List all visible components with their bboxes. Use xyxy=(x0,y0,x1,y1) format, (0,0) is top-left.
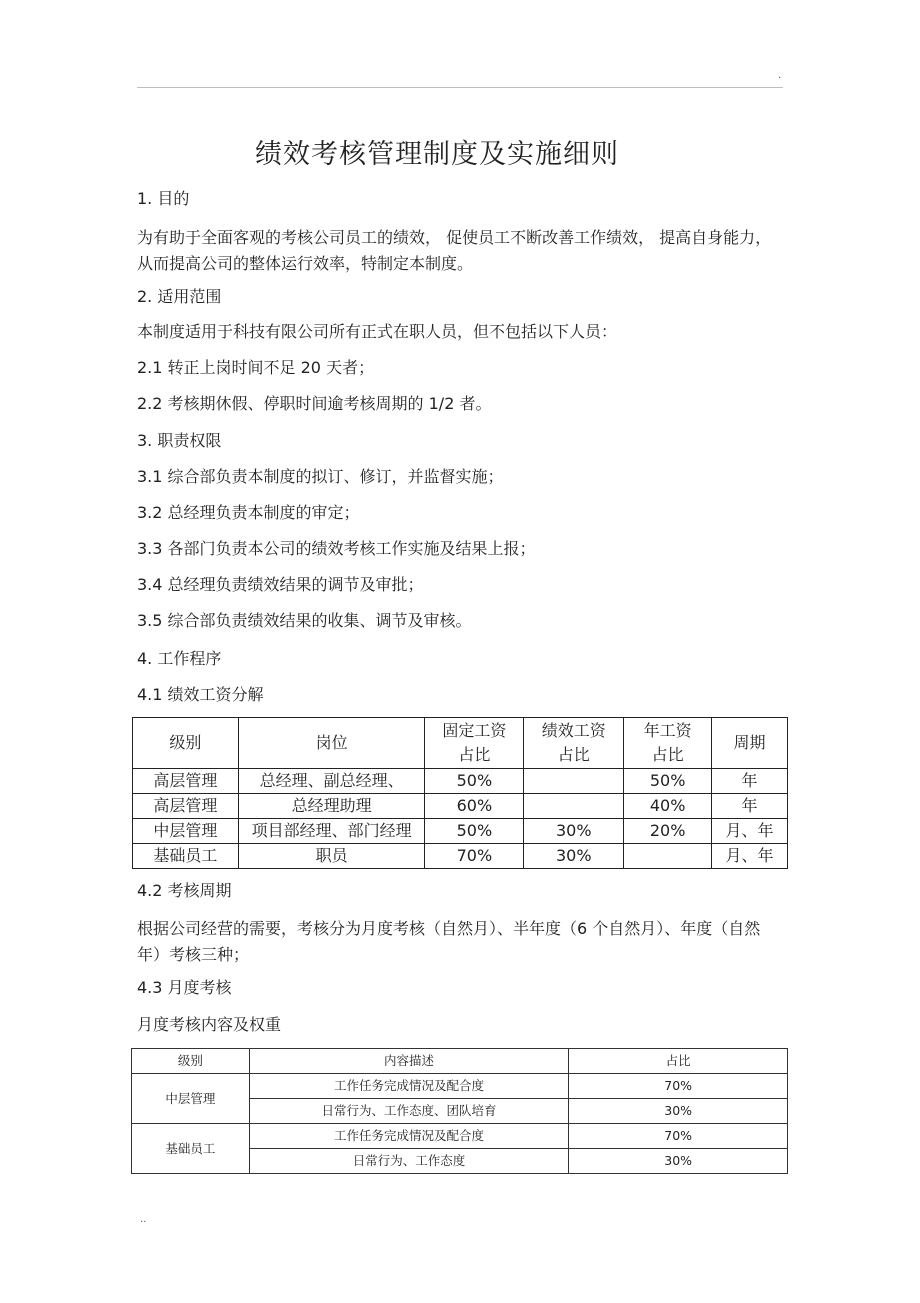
cell-fixed: 60% xyxy=(425,794,524,819)
cell-description: 日常行为、工作态度、团队培育 xyxy=(249,1099,569,1124)
cell-description: 工作任务完成情况及配合度 xyxy=(249,1074,569,1099)
section-3-item: 3.1 综合部负责本制度的拟订、修订，并监督实施； xyxy=(137,467,504,486)
header-annual-ratio: 年工资 占比 xyxy=(624,718,712,769)
section-2-heading: 2. 适用范围 xyxy=(137,287,222,306)
section-3-item: 3.2 总经理负责本制度的审定； xyxy=(137,503,360,522)
salary-breakdown-table xyxy=(132,717,788,869)
table-header-row xyxy=(132,1049,788,1074)
header-cycle: 周期 xyxy=(712,718,788,769)
cell-ratio: 30% xyxy=(569,1099,788,1124)
cell-description: 工作任务完成情况及配合度 xyxy=(249,1124,569,1149)
table-row xyxy=(133,819,788,844)
cell-position: 职员 xyxy=(238,844,425,869)
cell-position: 总经理、副总经理、 xyxy=(238,769,425,794)
section-4-3-subheading: 月度考核内容及权重 xyxy=(137,1015,282,1034)
cell-level: 高层管理 xyxy=(133,769,239,794)
table-row xyxy=(133,844,788,869)
cell-position: 项目部经理、部门经理 xyxy=(238,819,425,844)
section-4-heading: 4. 工作程序 xyxy=(137,649,222,668)
cell-fixed: 50% xyxy=(425,819,524,844)
cell-fixed: 70% xyxy=(425,844,524,869)
cell-performance xyxy=(524,769,624,794)
cell-level: 高层管理 xyxy=(133,794,239,819)
cell-ratio: 70% xyxy=(569,1124,788,1149)
section-1-heading: 1. 目的 xyxy=(137,189,190,208)
section-2-body: 本制度适用于科技有限公司所有正式在职人员，但不包括以下人员： xyxy=(137,322,618,341)
header-performance-ratio: 绩效工资 占比 xyxy=(524,718,624,769)
header-mark: · xyxy=(778,73,782,84)
footer-mark: ·· xyxy=(140,1217,147,1228)
header-level: 级别 xyxy=(132,1049,250,1074)
cell-annual: 20% xyxy=(624,819,712,844)
cell-performance: 30% xyxy=(524,844,624,869)
section-3-heading: 3. 职责权限 xyxy=(137,431,222,450)
page-title: 绩效考核管理制度及实施细则 xyxy=(255,139,619,170)
section-3-item: 3.3 各部门负责本公司的绩效考核工作实施及结果上报； xyxy=(137,539,536,558)
section-1-body: 为有助于全面客观的考核公司员工的绩效， 促使员工不断改善工作绩效， 提高自身能力，从而提高公司的整体运行效率，特制定本制度。 xyxy=(137,228,772,273)
cell-cycle: 月、年 xyxy=(712,819,788,844)
section-4-2-body: 根据公司经营的需要，考核分为月度考核（自然月）、半年度（6 个自然月）、年度（自然年）考核三种； xyxy=(137,919,761,964)
cell-level: 中层管理 xyxy=(133,819,239,844)
monthly-weight-table xyxy=(131,1048,788,1174)
cell-performance xyxy=(524,794,624,819)
cell-level: 中层管理 xyxy=(132,1074,250,1124)
header-description: 内容描述 xyxy=(249,1049,569,1074)
section-3-item: 3.5 综合部负责绩效结果的收集、调节及审核。 xyxy=(137,611,472,630)
section-2-1: 2.1 转正上岗时间不足 20 天者； xyxy=(137,358,375,377)
cell-fixed: 50% xyxy=(425,769,524,794)
section-4-1-heading: 4.1 绩效工资分解 xyxy=(137,685,264,704)
header-ratio: 占比 xyxy=(569,1049,788,1074)
section-4-2-heading: 4.2 考核周期 xyxy=(137,881,232,900)
cell-annual: 50% xyxy=(624,769,712,794)
header-position: 岗位 xyxy=(238,718,425,769)
cell-performance: 30% xyxy=(524,819,624,844)
table-row xyxy=(133,794,788,819)
cell-ratio: 30% xyxy=(569,1149,788,1174)
header-level: 级别 xyxy=(133,718,239,769)
header-fixed-ratio: 固定工资 占比 xyxy=(425,718,524,769)
cell-ratio: 70% xyxy=(569,1074,788,1099)
cell-cycle: 年 xyxy=(712,769,788,794)
cell-annual xyxy=(624,844,712,869)
cell-level: 基础员工 xyxy=(132,1124,250,1174)
cell-cycle: 年 xyxy=(712,794,788,819)
cell-cycle: 月、年 xyxy=(712,844,788,869)
cell-annual: 40% xyxy=(624,794,712,819)
section-2-2: 2.2 考核期休假、停职时间逾考核周期的 1/2 者。 xyxy=(137,394,492,413)
section-3-item: 3.4 总经理负责绩效结果的调节及审批； xyxy=(137,575,424,594)
table-row xyxy=(133,769,788,794)
section-4-3-heading: 4.3 月度考核 xyxy=(137,978,232,997)
table-row xyxy=(132,1074,788,1099)
cell-description: 日常行为、工作态度 xyxy=(249,1149,569,1174)
cell-position: 总经理助理 xyxy=(238,794,425,819)
table-header-row xyxy=(133,718,788,769)
cell-level: 基础员工 xyxy=(133,844,239,869)
table-row xyxy=(132,1124,788,1149)
header-rule xyxy=(137,87,783,88)
